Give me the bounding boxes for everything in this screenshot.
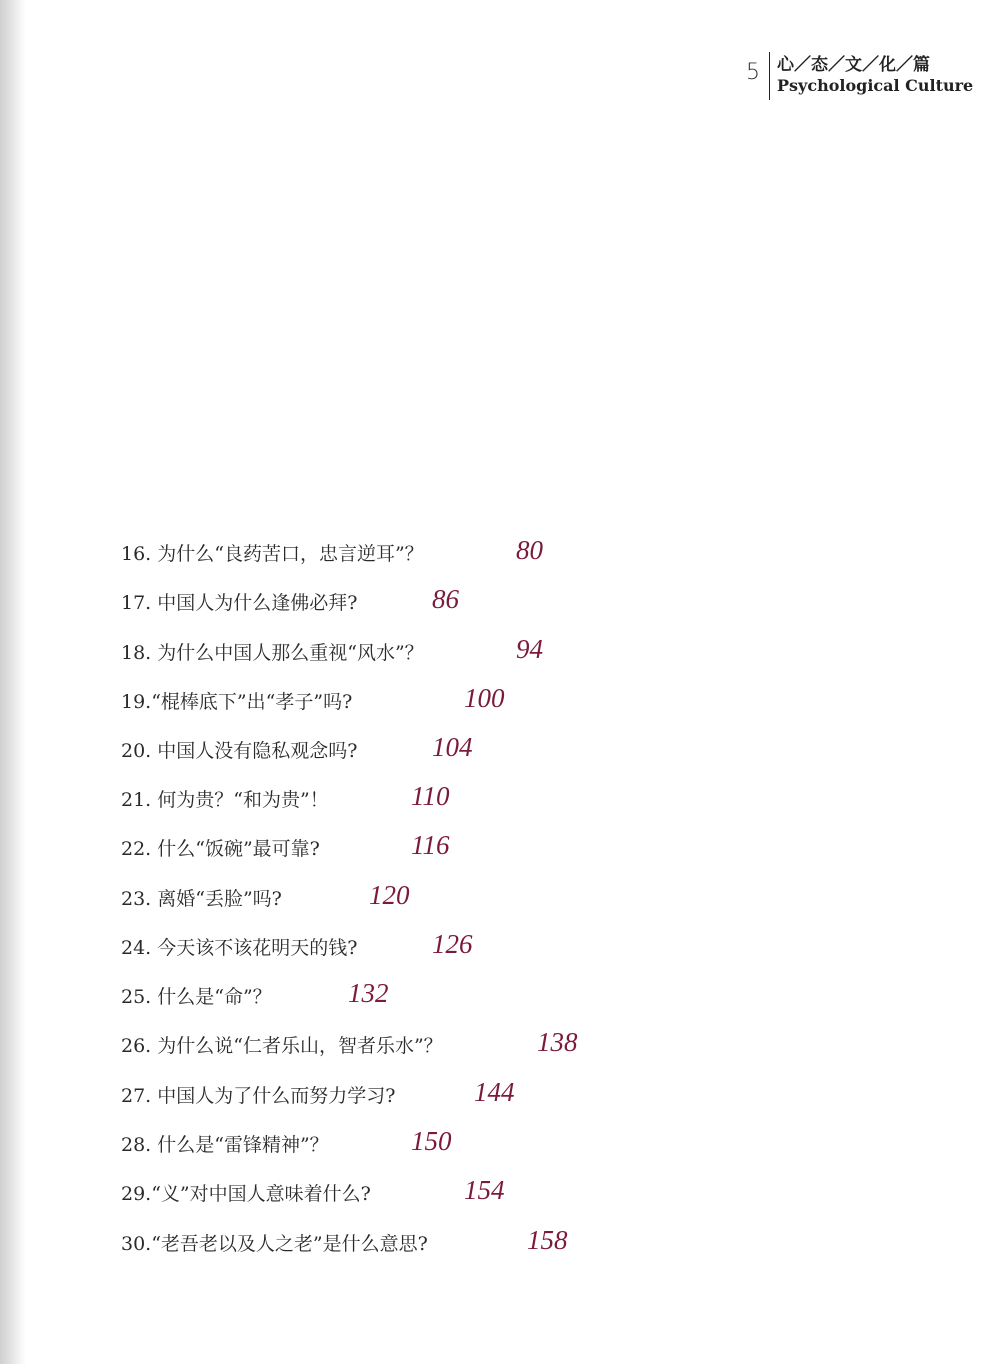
toc-entry-page: 94	[516, 634, 543, 664]
toc-entry-page: 150	[411, 1126, 452, 1156]
toc-entry-page: 100	[464, 683, 505, 713]
toc-entry-page: 158	[527, 1225, 568, 1255]
toc-entry-page: 80	[516, 535, 543, 565]
toc-entry-title: 22. 什么“饭碗”最可靠?	[121, 838, 320, 860]
toc-entry-page: 110	[411, 781, 450, 811]
section-title-cn: 心／态／文／化／篇	[777, 55, 930, 75]
toc-entry-title: 29.“义”对中国人意味着什么?	[121, 1183, 371, 1205]
toc-entry-page: 126	[432, 929, 473, 959]
toc-entry-title: 30.“老吾老以及人之老”是什么意思?	[121, 1233, 428, 1255]
toc-entry-title: 17. 中国人为什么逢佛必拜?	[121, 592, 358, 614]
toc-entry-title: 21. 何为贵？“和为贵”！	[121, 789, 329, 811]
toc-entry-page: 154	[464, 1175, 505, 1205]
page-number: 5	[746, 60, 760, 85]
section-title-en: Psychological Culture	[777, 76, 974, 95]
toc-entry-title: 25. 什么是“命”？	[121, 986, 272, 1008]
toc-entry-page: 132	[348, 978, 389, 1008]
toc-entry-page: 138	[537, 1027, 578, 1057]
toc-entry-title: 19.“棍棒底下”出“孝子”吗?	[121, 691, 353, 713]
toc-entry-title: 16. 为什么“良药苦口，忠言逆耳”？	[121, 543, 424, 565]
toc-entry-title: 28. 什么是“雷锋精神”？	[121, 1134, 329, 1156]
toc-entry-page: 120	[369, 880, 410, 910]
toc-entry-title: 26. 为什么说“仁者乐山，智者乐水”？	[121, 1035, 443, 1057]
toc-entry-page: 86	[432, 584, 459, 614]
toc-entry-title: 27. 中国人为了什么而努力学习?	[121, 1085, 396, 1107]
toc-entry-title: 20. 中国人没有隐私观念吗?	[121, 740, 358, 762]
toc-entry-title: 23. 离婚“丢脸”吗?	[121, 888, 282, 910]
toc-entry-title: 24. 今天该不该花明天的钱?	[121, 937, 358, 959]
toc-entry-page: 144	[474, 1077, 515, 1107]
toc-entry-page: 116	[411, 830, 450, 860]
toc-entry-page: 104	[432, 732, 473, 762]
toc-entry-title: 18. 为什么中国人那么重视“风水”？	[121, 642, 424, 664]
